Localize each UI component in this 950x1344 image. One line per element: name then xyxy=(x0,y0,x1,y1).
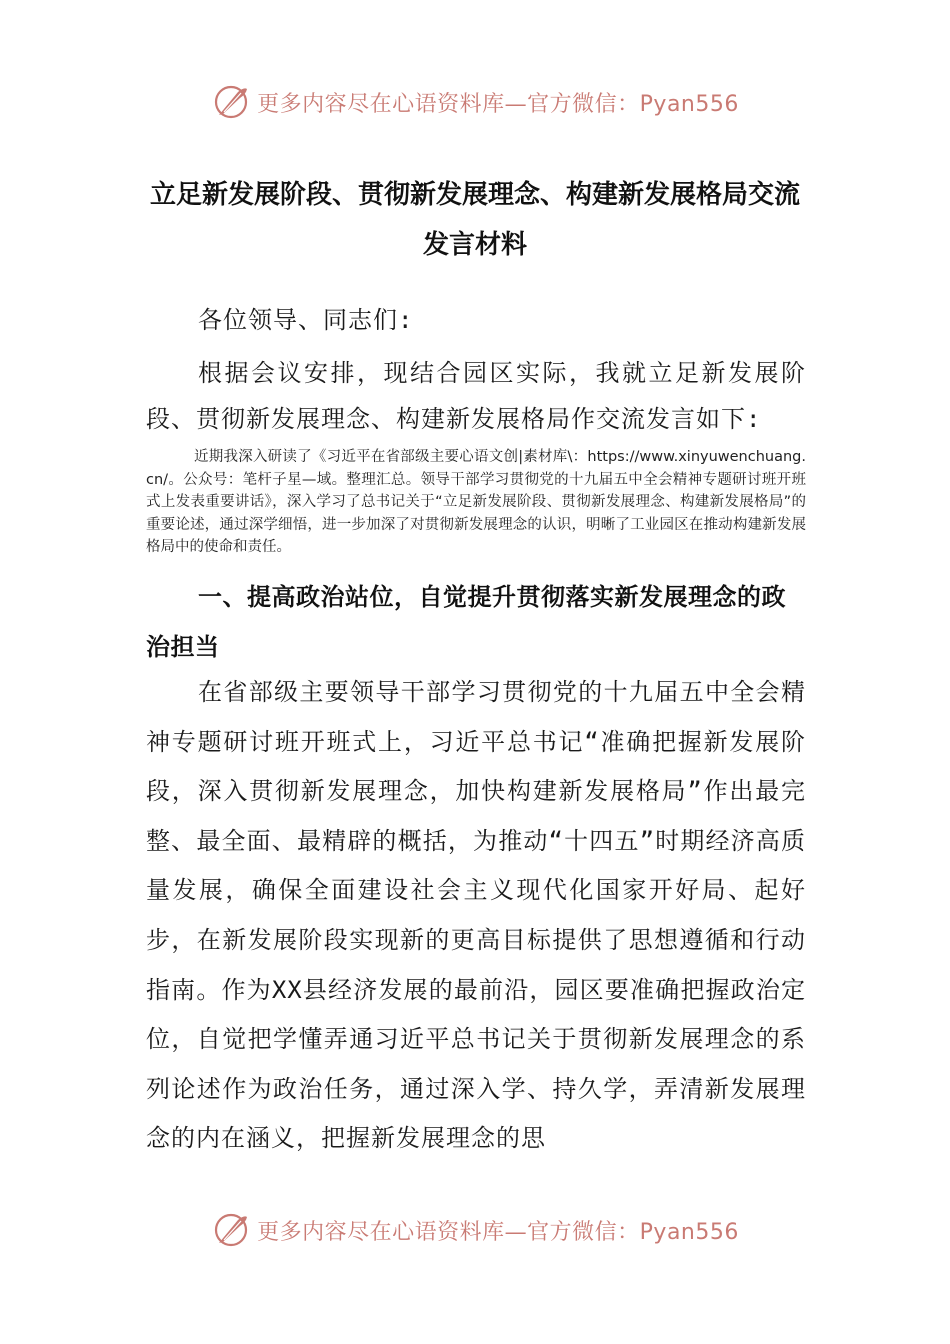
watermark-text: 更多内容尽在心语资料库—官方微信：Pyan556 xyxy=(257,91,739,117)
source-note: 近期我深入研读了《习近平在省部级主要心语文创|素材库\：https://www.xinyuwenchuang.cn/。公众号：笔杆子星—域。整理汇总。领导干部学习贯彻党的十九届五中全会精神专题研讨班开班式上发表重要讲话》，深入学习了总书记关于“立足新发展阶段、贯彻新发展理念、构建新发展格局”的重要论述，通过深学细悟，进一步加深了对贯彻新发展理念的认识，明晰了工业园区在推动构建新发展格局中的使命和责任。 xyxy=(146,449,806,555)
header-watermark-banner xyxy=(0,74,950,130)
intro-paragraph: 根据会议安排，现结合园区实际，我就立足新发展阶段、贯彻新发展理念、构建新发展格局作交流发言如下: xyxy=(146,359,806,433)
footer-watermark-banner xyxy=(0,1202,950,1258)
section-heading-1: 一、提高政治站位，自觉提升贯彻落实新发展理念的政治担当 xyxy=(146,583,786,661)
watermark-text: 更多内容尽在心语资料库—官方微信：Pyan556 xyxy=(257,1219,739,1245)
greeting: 各位领导、同志们: xyxy=(198,306,414,334)
title-line-2: 发言材料 xyxy=(422,230,527,260)
quill-pen-icon xyxy=(211,82,251,122)
quill-pen-icon xyxy=(211,1210,251,1250)
document-title xyxy=(120,170,830,270)
title-line-1: 立足新发展阶段、贯彻新发展理念、构建新发展格局交流 xyxy=(149,180,800,210)
section-1-paragraph: 在省部级主要领导干部学习贯彻党的十九届五中全会精神专题研讨班开班式上，习近平总书记“准确把握新发展阶段，深入贯彻新发展理念，加快构建新发展格局”作出最完整、最全面、最精辟的概括，为推动“十四五”时期经济高质量发展，确保全面建设社会主义现代化国家开好局、起好步，在新发展阶段实现新的更高目标提供了思想遵循和行动指南。作为XX县经济发展的最前沿，园区要准确把握政治定位，自觉把学懂弄通习近平总书记关于贯彻新发展理念的系列论述作为政治任务，通过深入学、持久学，弄清新发展理念的内在涵义，把握新发展理念的思 xyxy=(146,678,806,1153)
